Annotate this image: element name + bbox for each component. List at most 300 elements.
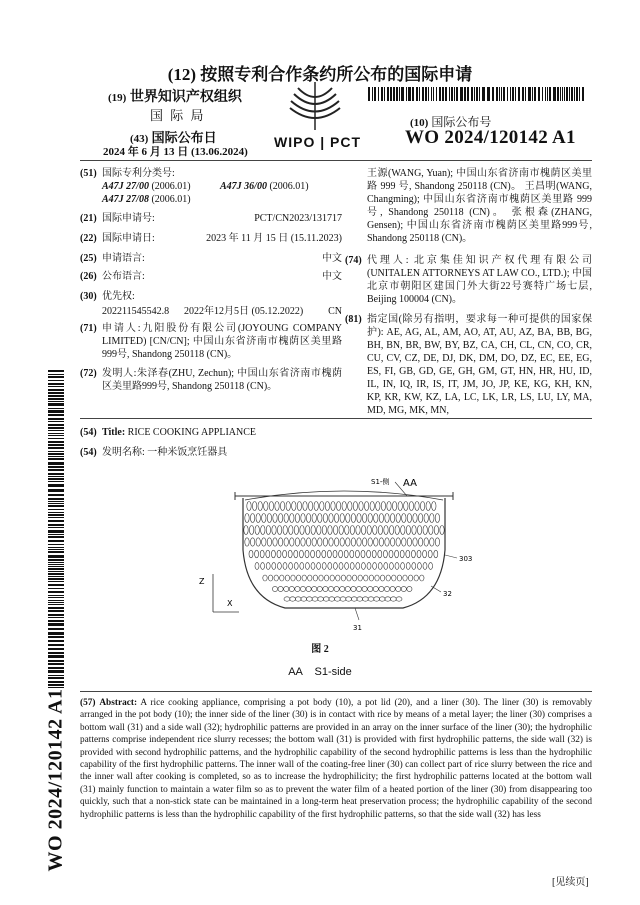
pattern-recess	[385, 538, 389, 546]
pattern-recess	[390, 586, 395, 591]
pattern-recess	[369, 575, 373, 581]
barcode-bar	[454, 87, 455, 101]
barcode-bar	[545, 87, 546, 101]
barcode-bar	[525, 87, 526, 101]
ipc-code: A47J 36/00	[220, 181, 267, 192]
field-22	[80, 232, 342, 245]
pattern-recess	[345, 586, 350, 591]
pattern-recess	[396, 597, 402, 601]
barcode-bar	[48, 576, 64, 577]
pattern-recess	[364, 575, 368, 581]
pattern-recess	[379, 538, 383, 546]
pattern-recess	[351, 538, 355, 546]
pattern-recess	[323, 597, 329, 601]
pattern-recess	[384, 563, 388, 570]
pattern-recess	[334, 597, 340, 601]
figure-divider	[80, 691, 592, 692]
inid-54: (54)	[80, 447, 97, 458]
pattern-recess	[417, 563, 421, 570]
barcode-bar	[412, 87, 414, 101]
pattern-recess	[283, 563, 287, 570]
publication-language-label: 公布语言:	[102, 271, 145, 282]
pub-date: 2024 年 6 月 13 日 (13.06.2024)	[103, 146, 248, 158]
barcode-bar	[48, 578, 64, 580]
barcode-bar	[451, 87, 453, 101]
barcode-bar	[496, 87, 498, 101]
pattern-recess	[320, 502, 324, 511]
barcode-bar	[48, 517, 64, 518]
pattern-recess	[395, 526, 399, 535]
pattern-recess	[411, 550, 415, 558]
pattern-recess	[339, 550, 343, 558]
pattern-recess	[245, 514, 249, 523]
barcode-bar	[48, 376, 64, 378]
barcode-bar	[48, 466, 64, 468]
pattern-recess	[274, 575, 278, 581]
pattern-recess	[428, 550, 432, 558]
pattern-recess	[268, 575, 272, 581]
pattern-recess	[430, 538, 434, 546]
pattern-recess	[357, 514, 361, 523]
hydrophilic-patterns	[244, 502, 444, 602]
inid-54: (54)	[80, 427, 97, 438]
pattern-recess	[311, 526, 315, 535]
barcode-bar	[518, 87, 520, 101]
barcode-bar	[449, 87, 450, 101]
barcode-bar	[48, 549, 64, 550]
inid-57: (57)	[80, 698, 96, 708]
pattern-recess	[267, 514, 271, 523]
barcode-bar	[419, 87, 420, 101]
pattern-recess	[434, 526, 438, 535]
pattern-recess	[339, 526, 343, 535]
pattern-recess	[305, 550, 309, 558]
inid-26: (26)	[80, 271, 97, 282]
pattern-recess	[429, 563, 433, 570]
pattern-recess	[336, 575, 340, 581]
barcode-bar	[499, 87, 500, 101]
pattern-recess	[380, 575, 384, 581]
barcode-bar	[48, 677, 64, 679]
barcode-bar	[48, 456, 64, 457]
pattern-recess	[414, 575, 418, 581]
barcode-bar	[503, 87, 505, 101]
barcode-bar	[48, 473, 64, 475]
barcode-bar	[48, 503, 64, 504]
pattern-recess	[269, 502, 273, 511]
pattern-recess	[397, 575, 401, 581]
pattern-recess	[323, 586, 328, 591]
pattern-recess	[294, 550, 298, 558]
pattern-recess	[370, 502, 374, 511]
pattern-recess	[390, 597, 396, 601]
pub-date-label: 国际公布日	[151, 130, 217, 145]
inid-72: (72)	[80, 368, 97, 379]
pattern-recess	[297, 502, 301, 511]
pub-date-inid: (43)	[130, 133, 149, 145]
pattern-recess	[331, 502, 335, 511]
barcode-bar	[48, 414, 64, 416]
barcode-bar	[48, 675, 64, 676]
pattern-recess	[284, 514, 288, 523]
pattern-recess	[271, 550, 275, 558]
barcode-bar	[492, 87, 494, 101]
barcode-bar	[566, 87, 568, 101]
barcode-bar	[501, 87, 502, 101]
barcode-bar	[436, 87, 437, 101]
barcode-bar	[48, 614, 64, 616]
pattern-recess	[376, 502, 380, 511]
pattern-recess	[435, 538, 439, 546]
pattern-recess	[413, 514, 417, 523]
pattern-recess	[285, 575, 289, 581]
pattern-recess	[277, 563, 281, 570]
pattern-recess	[407, 538, 411, 546]
barcode-bar	[48, 427, 64, 429]
axis-z-label: Z	[199, 577, 205, 586]
pattern-recess	[277, 550, 281, 558]
barcode-bar	[422, 87, 424, 101]
pattern-recess	[273, 538, 277, 546]
barcode-bar	[48, 401, 64, 402]
barcode-bar	[48, 670, 64, 673]
pattern-recess	[412, 563, 416, 570]
barcode-bar	[534, 87, 536, 101]
pattern-recess	[301, 538, 305, 546]
pattern-recess	[334, 538, 338, 546]
label-32: 32	[443, 590, 452, 598]
bureau: 国 际 局	[150, 108, 206, 123]
side-barcode	[48, 370, 64, 690]
pattern-recess	[261, 526, 265, 535]
pattern-recess	[288, 550, 292, 558]
barcode-bar	[48, 536, 64, 538]
label-303: 303	[459, 555, 473, 563]
pattern-recess	[355, 550, 359, 558]
pattern-recess	[351, 586, 356, 591]
pattern-recess	[305, 563, 309, 570]
barcode-bar	[464, 87, 466, 101]
pattern-recess	[379, 597, 385, 601]
pattern-recess	[292, 502, 296, 511]
title-cn-label: 发明名称:	[102, 447, 145, 458]
pattern-recess	[314, 502, 318, 511]
barcode-bar	[512, 87, 514, 101]
barcode-bar	[48, 581, 64, 582]
barcode-bar	[48, 501, 64, 502]
pattern-recess	[361, 526, 365, 535]
pattern-recess	[275, 502, 279, 511]
pattern-recess	[317, 563, 321, 570]
pub-number-label: 国际公布号	[431, 115, 492, 129]
barcode-bar	[48, 663, 64, 665]
pattern-recess	[417, 526, 421, 535]
application-number-label: 国际申请号:	[102, 213, 155, 224]
barcode-bar	[515, 87, 516, 101]
barcode-bar	[48, 595, 64, 596]
pattern-recess	[340, 597, 346, 601]
pattern-recess	[313, 575, 317, 581]
pattern-recess	[325, 502, 329, 511]
ipc-line-1	[102, 180, 191, 193]
org-line	[108, 86, 242, 106]
pattern-recess	[295, 586, 300, 591]
pattern-recess	[350, 550, 354, 558]
barcode-bar	[476, 87, 478, 101]
pattern-recess	[318, 538, 322, 546]
barcode-bar	[48, 383, 64, 385]
pattern-recess	[387, 502, 391, 511]
pattern-recess	[339, 563, 343, 570]
pattern-recess	[413, 538, 417, 546]
pattern-recess	[430, 514, 434, 523]
barcode-bar	[48, 408, 64, 409]
title-inid: (12)	[167, 65, 197, 84]
pattern-recess	[340, 514, 344, 523]
barcode-bar	[48, 573, 64, 575]
pattern-recess	[351, 514, 355, 523]
pattern-recess	[255, 550, 259, 558]
pattern-recess	[266, 550, 270, 558]
pattern-recess	[245, 538, 249, 546]
pattern-recess	[417, 550, 421, 558]
pattern-recess	[329, 514, 333, 523]
barcode-bar	[48, 648, 64, 650]
barcode-bar	[48, 555, 64, 558]
pattern-recess	[303, 502, 307, 511]
barcode-bar	[547, 87, 548, 101]
barcode-bar	[576, 87, 578, 101]
pattern-recess	[329, 538, 333, 546]
ipc-version: (2006.01)	[151, 194, 191, 205]
pattern-recess	[290, 538, 294, 546]
barcode-bar	[48, 410, 64, 413]
pattern-recess	[367, 526, 371, 535]
title-en: RICE COOKING APPLIANCE	[127, 427, 256, 438]
inventors-continued: 王源(WANG, Yuan); 中国山东省济南市槐荫区美里路 999 号, Shandong 250118 (CN)。 王昌明(WANG, Changming); 中国山东省济南市槐荫区美里路 999 号, Shandong 250118 (CN)。 张根森(ZHANG, Gensen); 中国山东省济南市槐荫区美里路999号, Shandong 250118 (CN)。	[367, 168, 592, 244]
agent: 代理人: 北京集佳知识产权代理有限公司(UNITALEN ATTORNEYS AT LAW CO., LTD.); 中国北京市朝阳区建国门外大街22号赛特广场七层, Beijing 100004 (CN)。	[367, 255, 592, 305]
pattern-recess	[278, 514, 282, 523]
barcode-bar	[406, 87, 407, 101]
barcode-bar	[378, 87, 379, 101]
pattern-recess	[256, 538, 260, 546]
pattern-recess	[374, 597, 380, 601]
pattern-recess	[423, 550, 427, 558]
pattern-recess	[328, 586, 333, 591]
pattern-recess	[264, 502, 268, 511]
org-name: 世界知识产权组织	[129, 90, 242, 105]
barcode-bar	[571, 87, 573, 101]
org-inid: (19)	[108, 92, 127, 104]
ipc-label: 国际专利分类号:	[102, 168, 175, 179]
leader-303	[445, 555, 457, 558]
pattern-recess	[352, 575, 356, 581]
pattern-recess	[345, 526, 349, 535]
barcode-bar	[48, 604, 64, 605]
pattern-recess	[353, 502, 357, 511]
pattern-recess	[249, 550, 253, 558]
pattern-recess	[322, 526, 326, 535]
barcode-bar	[471, 87, 473, 101]
pattern-recess	[392, 575, 396, 581]
barcode-bar	[48, 433, 64, 434]
pattern-recess	[356, 563, 360, 570]
filing-language-label: 申请语言:	[102, 253, 145, 264]
pattern-recess	[301, 597, 307, 601]
pattern-recess	[306, 586, 311, 591]
barcode-bar	[48, 660, 64, 662]
pattern-recess	[306, 597, 312, 601]
pattern-recess	[361, 550, 365, 558]
barcode-bar	[48, 478, 64, 480]
pattern-recess	[319, 575, 323, 581]
pattern-recess	[296, 575, 300, 581]
ipc-version: (2006.01)	[151, 181, 191, 192]
pattern-recess	[284, 538, 288, 546]
barcode-bar	[487, 87, 490, 101]
pattern-recess	[263, 575, 267, 581]
barcode-bar	[48, 591, 64, 593]
pattern-recess	[402, 514, 406, 523]
barcode-bar	[48, 386, 64, 387]
pattern-recess	[284, 597, 290, 601]
barcode-bar	[553, 87, 556, 101]
barcode-bar	[48, 636, 64, 638]
side-publication-number: WO 2024/120142 A1	[44, 688, 67, 872]
pattern-recess	[323, 514, 327, 523]
pattern-recess	[408, 575, 412, 581]
barcode-bar	[48, 418, 64, 420]
priority-country: CN	[328, 306, 342, 317]
pattern-recess	[249, 526, 253, 535]
barcode-bar	[48, 547, 64, 548]
field-25	[80, 252, 342, 265]
pattern-recess	[290, 597, 296, 601]
barcode-bar	[557, 87, 559, 101]
pattern-recess	[336, 502, 340, 511]
pattern-recess	[381, 502, 385, 511]
ipc-code: A47J 27/00	[102, 181, 149, 192]
pattern-recess	[300, 526, 304, 535]
pattern-recess	[392, 502, 396, 511]
pattern-recess	[272, 586, 277, 591]
pattern-recess	[379, 514, 383, 523]
priority-label: 优先权:	[102, 291, 135, 302]
pattern-recess	[390, 538, 394, 546]
pattern-recess	[389, 563, 393, 570]
barcode-bar	[48, 512, 64, 513]
pattern-recess	[316, 550, 320, 558]
barcode-bar	[48, 607, 64, 609]
pattern-recess	[358, 575, 362, 581]
pattern-recess	[357, 597, 363, 601]
barcode-bar	[48, 584, 64, 586]
pattern-recess	[300, 563, 304, 570]
ipc-line-2	[220, 180, 309, 193]
pattern-recess	[250, 514, 254, 523]
pattern-recess	[295, 597, 301, 601]
pattern-recess	[330, 575, 334, 581]
pattern-recess	[250, 538, 254, 546]
barcode-bar	[48, 559, 64, 561]
header-divider	[80, 160, 592, 161]
pattern-recess	[372, 550, 376, 558]
label-s1: S1-侧	[371, 478, 390, 486]
barcode-bar	[48, 498, 64, 500]
pattern-recess	[351, 597, 357, 601]
pattern-recess	[312, 586, 317, 591]
barcode-bar	[48, 444, 64, 446]
biblio-divider	[80, 418, 592, 419]
barcode-bar	[48, 451, 64, 452]
pattern-recess	[390, 514, 394, 523]
barcode-bar	[562, 87, 563, 101]
pattern-recess	[426, 502, 430, 511]
title-cn: 一种米饭烹饪器具	[147, 447, 228, 458]
barcode-bar	[48, 568, 64, 570]
pattern-recess	[356, 586, 361, 591]
barcode-bar	[48, 544, 64, 545]
pattern-recess	[328, 563, 332, 570]
title-en-label: Title:	[102, 427, 126, 438]
barcode-bar	[48, 527, 64, 528]
barcode-bar	[48, 389, 64, 391]
pattern-recess	[359, 502, 363, 511]
pattern-recess	[374, 514, 378, 523]
pattern-recess	[294, 563, 298, 570]
pattern-recess	[350, 563, 354, 570]
barcode-bar	[579, 87, 580, 101]
pattern-recess	[364, 502, 368, 511]
pattern-recess	[440, 526, 444, 535]
pattern-recess	[300, 586, 305, 591]
pub-number: WO 2024/120142 A1	[405, 127, 576, 148]
pattern-recess	[429, 526, 433, 535]
pattern-recess	[266, 526, 270, 535]
pattern-recess	[318, 597, 324, 601]
barcode-bar	[396, 87, 398, 101]
pattern-recess	[362, 514, 366, 523]
barcode-bar	[48, 509, 64, 510]
barcode-bar	[48, 421, 64, 422]
abstract-text: A rice cooking appliance, comprising a pot body (10), a pot lid (20), and a liner (30). The liner (30) is removably arranged in the pot body (10); the inner side of the liner (30) is in contact with rice by means of a metal layer; the liner (30) comprises a bottom wall (31) and a side wall (32); hydrophilic patterns are provided in an array on the inner surface of the liner (30); the hydrophilic patterns comprise independent rice slurry recesses; the bottom wall (31) is provided with first hydrophilic patterns, the side wall (32) is provided with second hydrophilic patterns, and the hydrophilic capability of the second hydrophilic patterns is less than the hydrophilic capability of the first hydrophilic patterns. The inner wall of the coating-free liner (30) can collect part of rice slurry between the rice and the inner wall after cooking is completed, so as to increase the hydrophilicity; the first hydrophilic patterns located at the bottom wall (31) mainly function to maintain a water film so as to prevent the water film of a heated portion of the liner (30) from disappearing too quickly, such that a non-stick state can be maintained in a long-term heat preservation process; the hydrophilic capability of the second hydrophilic patterns is less than the hydrophilic capability of the first hydrophilic patterns, so that the side wall (32) has less	[80, 698, 592, 820]
barcode-bar	[564, 87, 565, 101]
pattern-recess	[280, 502, 284, 511]
barcode-bar	[48, 655, 64, 658]
field-26	[80, 270, 342, 283]
wipo-pct-text: WIPO | PCT	[274, 134, 362, 150]
barcode-bar	[48, 514, 64, 516]
barcode-bar	[445, 87, 447, 101]
barcode-bar	[48, 370, 64, 372]
barcode-bar	[48, 667, 64, 669]
pattern-recess	[273, 514, 277, 523]
pattern-recess	[322, 550, 326, 558]
field-74	[345, 254, 592, 306]
field-71	[80, 322, 342, 361]
pattern-recess	[324, 575, 328, 581]
pattern-recess	[317, 526, 321, 535]
pattern-recess	[311, 550, 315, 558]
leader-31	[355, 608, 359, 620]
pattern-recess	[374, 538, 378, 546]
pattern-recess	[378, 550, 382, 558]
barcode-bar	[48, 462, 64, 465]
pattern-recess	[406, 550, 410, 558]
pattern-recess	[389, 550, 393, 558]
barcode-bar	[387, 87, 389, 101]
barcode-bar	[48, 684, 64, 686]
